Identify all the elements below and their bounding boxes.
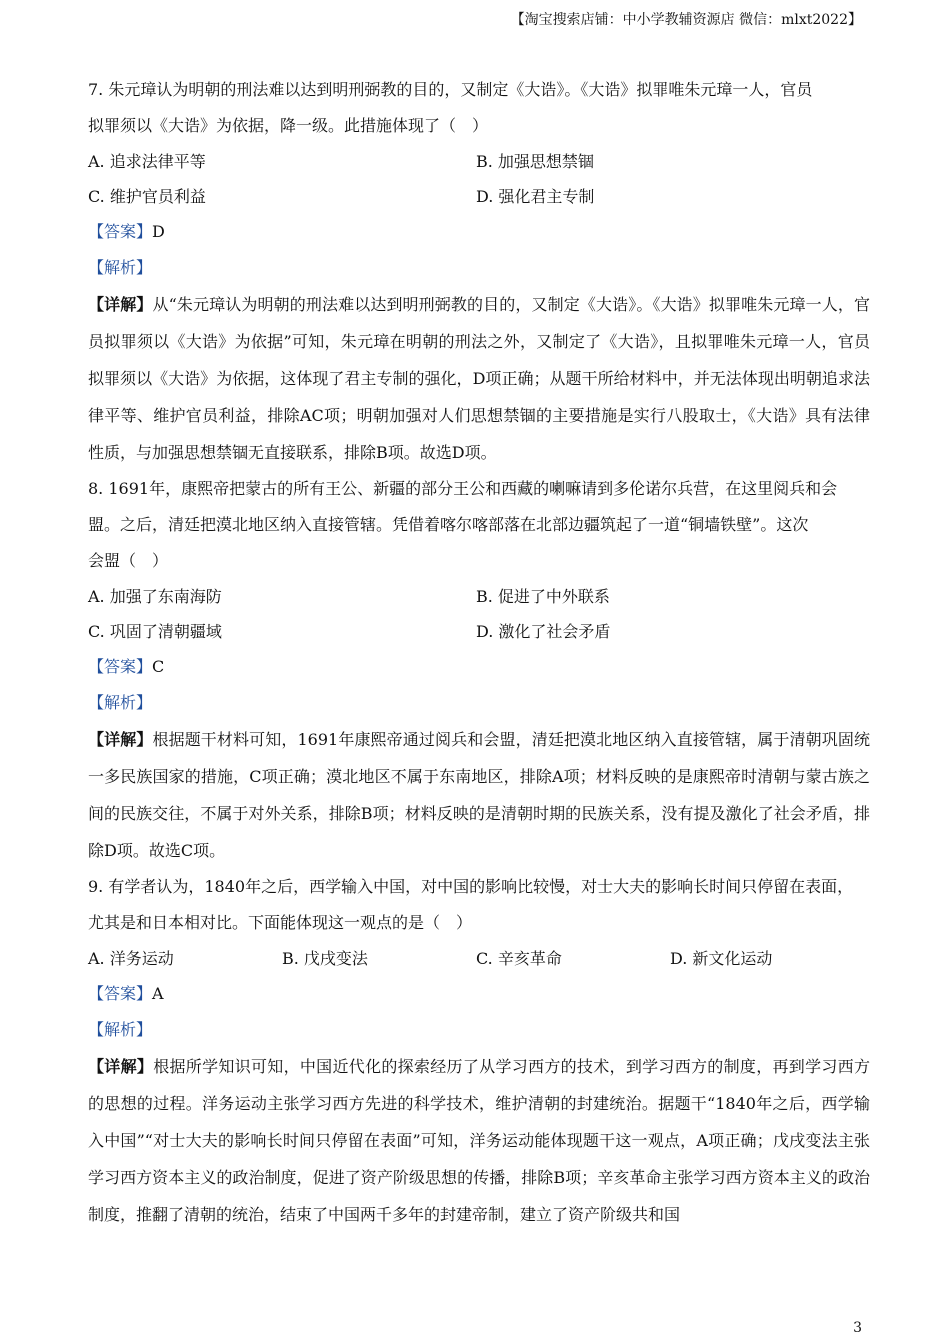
detail-label: 【详解】	[88, 1057, 154, 1076]
answer-line	[88, 214, 870, 250]
analysis-label: 【解析】	[88, 693, 153, 712]
question-7	[88, 72, 870, 471]
option-b: B. 戊戌变法	[282, 949, 368, 968]
question-stem-line: 9. 有学者认为，1840年之后，西学输入中国，对中国的影响比较慢，对士大夫的影响长时间只停留在表面，	[88, 877, 854, 896]
detail-text: 根据所学知识可知，中国近代化的探索经历了从学习西方的技术，到学习西方的制度，再到学习西方的思想的过程。洋务运动主张学习西方先进的科学技术，维护清朝的封建统治。据题干“1840年之后，西学输入中国”“对士大夫的影响长时间只停留在表面”可知，洋务运动能体现题干这一观点，A项正确；戊戌变法主张学习西方资本主义的政治制度，促进了资产阶级思想的传播，排除B项；辛亥革命主张学习西方资本主义的政治制度，推翻了清朝的统治，结束了中国两千多年的封建帝制，建立了资产阶级共和国	[88, 1057, 870, 1224]
option-c: C. 辛亥革命	[476, 949, 562, 968]
answer-value: A	[152, 984, 164, 1003]
analysis-line	[88, 1012, 870, 1048]
option-c: C. 维护官员利益	[88, 187, 206, 206]
question-stem-line: 拟罪须以《大诰》为依据，降一级。此措施体现了（ ）	[88, 116, 489, 135]
answer-line	[88, 976, 870, 1012]
question-9	[88, 869, 870, 1233]
options-row	[88, 144, 870, 179]
answer-label: 【答案】	[88, 222, 153, 241]
option-a: A. 追求法律平等	[88, 152, 206, 171]
detail-text: 根据题干材料可知，1691年康熙帝通过阅兵和会盟，清廷把漠北地区纳入直接管辖，属于清朝巩固统一多民族国家的措施，C项正确；漠北地区不属于东南地区，排除A项；材料反映的是康熙帝时清朝与蒙古族之间的民族交往，不属于对外关系，排除B项；材料反映的是清朝时期的民族关系，没有提及激化了社会矛盾，排除D项。故选C项。	[88, 730, 870, 860]
option-a: A. 洋务运动	[88, 949, 174, 968]
question-stem-line: 会盟（ ）	[88, 551, 169, 570]
options-row	[88, 179, 870, 214]
question-stem-line: 尤其是和日本相对比。下面能体现这一观点的是（ ）	[88, 913, 473, 932]
page-number: 3	[853, 1320, 862, 1336]
analysis-line	[88, 250, 870, 286]
option-a: A. 加强了东南海防	[88, 587, 222, 606]
detail-paragraph	[88, 286, 870, 471]
options-row	[88, 579, 870, 614]
answer-line	[88, 649, 870, 685]
detail-text: 从“朱元璋认为明朝的刑法难以达到明刑弼教的目的，又制定《大诰》。《大诰》拟罪唯朱元璋一人，官员拟罪须以《大诰》为依据”可知，朱元璋在明朝的刑法之外，又制定了《大诰》，且拟罪唯朱元璋一人，官员拟罪须以《大诰》为依据，这体现了君主专制的强化，D项正确；从题干所给材料中，并无法体现出明朝追求法律平等、维护官员利益，排除AC项；明朝加强对人们思想禁锢的主要措施是实行八股取士，《大诰》具有法律性质，与加强思想禁锢无直接联系，排除B项。故选D项。	[88, 295, 870, 462]
analysis-line	[88, 685, 870, 721]
question-stem-line: 8. 1691年，康熙帝把蒙古的所有王公、新疆的部分王公和西藏的喇嘛请到多伦诺尔兵营，在这里阅兵和会	[88, 479, 838, 498]
answer-value: C	[152, 657, 165, 676]
detail-paragraph	[88, 1048, 870, 1233]
answer-label: 【答案】	[88, 657, 153, 676]
options-row	[88, 941, 870, 976]
detail-label: 【详解】	[88, 730, 153, 749]
option-d: D. 激化了社会矛盾	[476, 622, 611, 641]
answer-label: 【答案】	[88, 984, 153, 1003]
option-c: C. 巩固了清朝疆域	[88, 622, 222, 641]
detail-label: 【详解】	[88, 295, 153, 314]
options-row	[88, 614, 870, 649]
option-b: B. 促进了中外联系	[476, 587, 610, 606]
page-content	[88, 72, 870, 1233]
option-d: D. 新文化运动	[670, 949, 773, 968]
question-8	[88, 471, 870, 869]
question-stem-line: 7. 朱元璋认为明朝的刑法难以达到明刑弼教的目的，又制定《大诰》。《大诰》拟罪唯朱元璋一人，官员	[88, 80, 813, 99]
page-header: 【淘宝搜索店铺：中小学教辅资源店 微信：mlxt2022】	[510, 12, 862, 28]
analysis-label: 【解析】	[88, 258, 153, 277]
option-b: B. 加强思想禁锢	[476, 152, 594, 171]
analysis-label: 【解析】	[88, 1020, 153, 1039]
question-stem-line: 盟。之后，清廷把漠北地区纳入直接管辖。凭借着喀尔喀部落在北部边疆筑起了一道“铜墙铁壁”。这次	[88, 515, 809, 534]
detail-paragraph	[88, 721, 870, 869]
option-d: D. 强化君主专制	[476, 187, 595, 206]
answer-value: D	[152, 222, 165, 241]
